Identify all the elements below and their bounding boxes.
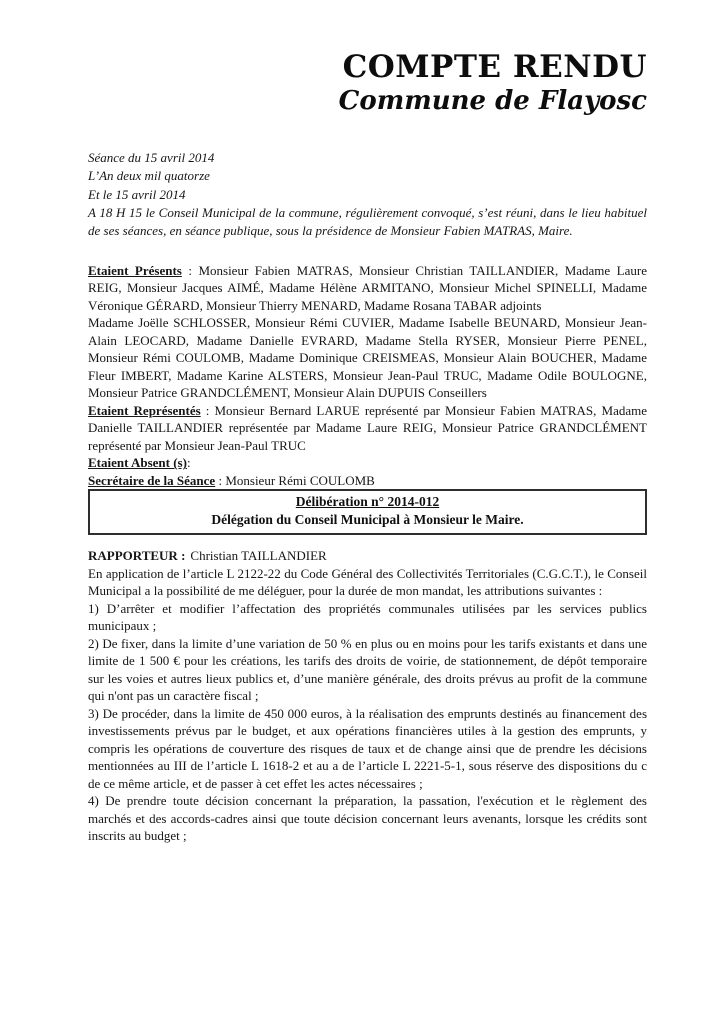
deliberation-number: Délibération n° 2014-012 (295, 494, 440, 510)
deliberation-subject: Délégation du Conseil Municipal à Monsieur le Maire. (211, 512, 524, 528)
rapporteur-line (88, 547, 647, 565)
absents-separator: : (186, 455, 191, 471)
session-date-repeat-line: Et le 15 avril 2014 (88, 186, 186, 202)
secretaire-separator: : (215, 472, 226, 488)
attendance-conseillers-paragraph: Madame Joëlle SCHLOSSER, Monsieur Rémi CUVIER, Madame Isabelle BEUNARD, Monsieur Jean-Alain LEOCARD, Madame Danielle EVRARD, Madame Stella RYSER, Monsieur Pierre PENEL, Monsieur Rémi COULOMB, Madame Dominique CREISMEAS, Monsieur Alain BOUCHER, Madame Fleur IMBERT, Madame Karine ALSTERS, Monsieur Jean-Paul TRUC, Madame Odile BOULOGNE, Monsieur Patrice GRANDCLÉMENT, Monsieur Alain DUPUIS Conseillers (88, 315, 647, 401)
representes-label: Etaient Représentés (88, 402, 201, 418)
delegation-item-1: 1) D’arrêter et modifier l’affectation des propriétés communales utilisées par les services publics municipaux ; (88, 600, 647, 634)
presents-label: Etaient Présents (88, 262, 182, 278)
commune-subtitle: Commune de Flayosc (338, 85, 647, 116)
document-header (88, 50, 647, 117)
delegation-item-4: 4) De prendre toute décision concernant la préparation, la passation, l'exécution et le règlement des marchés et des accords-cadres ainsi que toute décision concernant leurs avenants, lorsque les crédits sont inscrits au budget ; (88, 793, 647, 844)
session-year-line: L’An deux mil quatorze (88, 168, 210, 184)
session-intro-block (88, 149, 647, 241)
session-date-line: Séance du 15 avril 2014 (88, 149, 215, 165)
presents-names: Monsieur Fabien MATRAS, Monsieur Christian TAILLANDIER, Madame Laure REIG, Monsieur Jacques AIMÉ, Madame Hélène ARMITANO, Monsieur Michel SPINELLI, Madame Véronique GÉRARD, Monsieur Thierry MENARD, Madame Rosana TABAR adjoints (88, 262, 647, 313)
rapporteur-label: RAPPORTEUR : (88, 548, 186, 564)
representes-names: Monsieur Bernard LARUE représenté par Monsieur Fabien MATRAS, Madame Danielle TAILLANDIER représentée par Madame Laure REIG, Monsieur Patrice GRANDCLÉMENT représenté par Monsieur Jean-Paul TRUC (88, 402, 647, 453)
secretaire-label: Secrétaire de la Séance (88, 472, 216, 488)
presents-separator: : (181, 262, 199, 278)
secretaire-paragraph (88, 472, 647, 490)
secretaire-name: Monsieur Rémi COULOMB (225, 472, 375, 488)
absents-label: Etaient Absent (s) (88, 455, 187, 471)
session-convocation-paragraph: A 18 H 15 le Conseil Municipal de la commune, régulièrement convoqué, s’est réuni, dans le lieu habituel de ses séances, en séance publique, sous la présidence de Monsieur Fabien MATRAS, Maire. (88, 205, 647, 239)
delegation-item-2: 2) De fixer, dans la limite d’une variation de 50 % en plus ou en moins pour les tarifs existants et dans une limite de 1 500 € pour les créations, les tarifs des droits de voirie, de stationnement, de dépôt temporaire sur les voies et autres lieux publics et, d’une manière générale, des droits prévus au profit de la commune qui n'ont pas un caractère fiscal ; (88, 635, 647, 704)
rapporteur-name: Christian TAILLANDIER (190, 548, 327, 564)
attendance-representes-paragraph (88, 402, 647, 455)
attendance-presents-paragraph (88, 262, 647, 315)
body-intro-paragraph: En application de l’article L 2122-22 du Code Général des Collectivités Territoriales (C.G.C.T.), le Conseil Municipal a la possibilité de me déléguer, pour la durée de mon mandat, les attributions suivantes : (88, 565, 647, 599)
delegation-item-3: 3) De procéder, dans la limite de 450 000 euros, à la réalisation des emprunts destinés au financement des investissements prévus par le budget, et aux opérations financières utiles à la gestion des emprunts, y compris les opérations de couverture des risques de taux et de change ainsi que de prendre les décisions mentionnées au III de l’article L 1618-2 et au a de l’article L 2221-5-1, sous réserve des dispositions du c de ce même article, et de passer à cet effet les actes nécessaires ; (88, 705, 647, 791)
attendance-absents-paragraph (88, 454, 647, 472)
deliberation-title-box (88, 489, 647, 535)
document-title: COMPTE RENDU (342, 49, 647, 85)
representes-separator: : (200, 402, 215, 418)
